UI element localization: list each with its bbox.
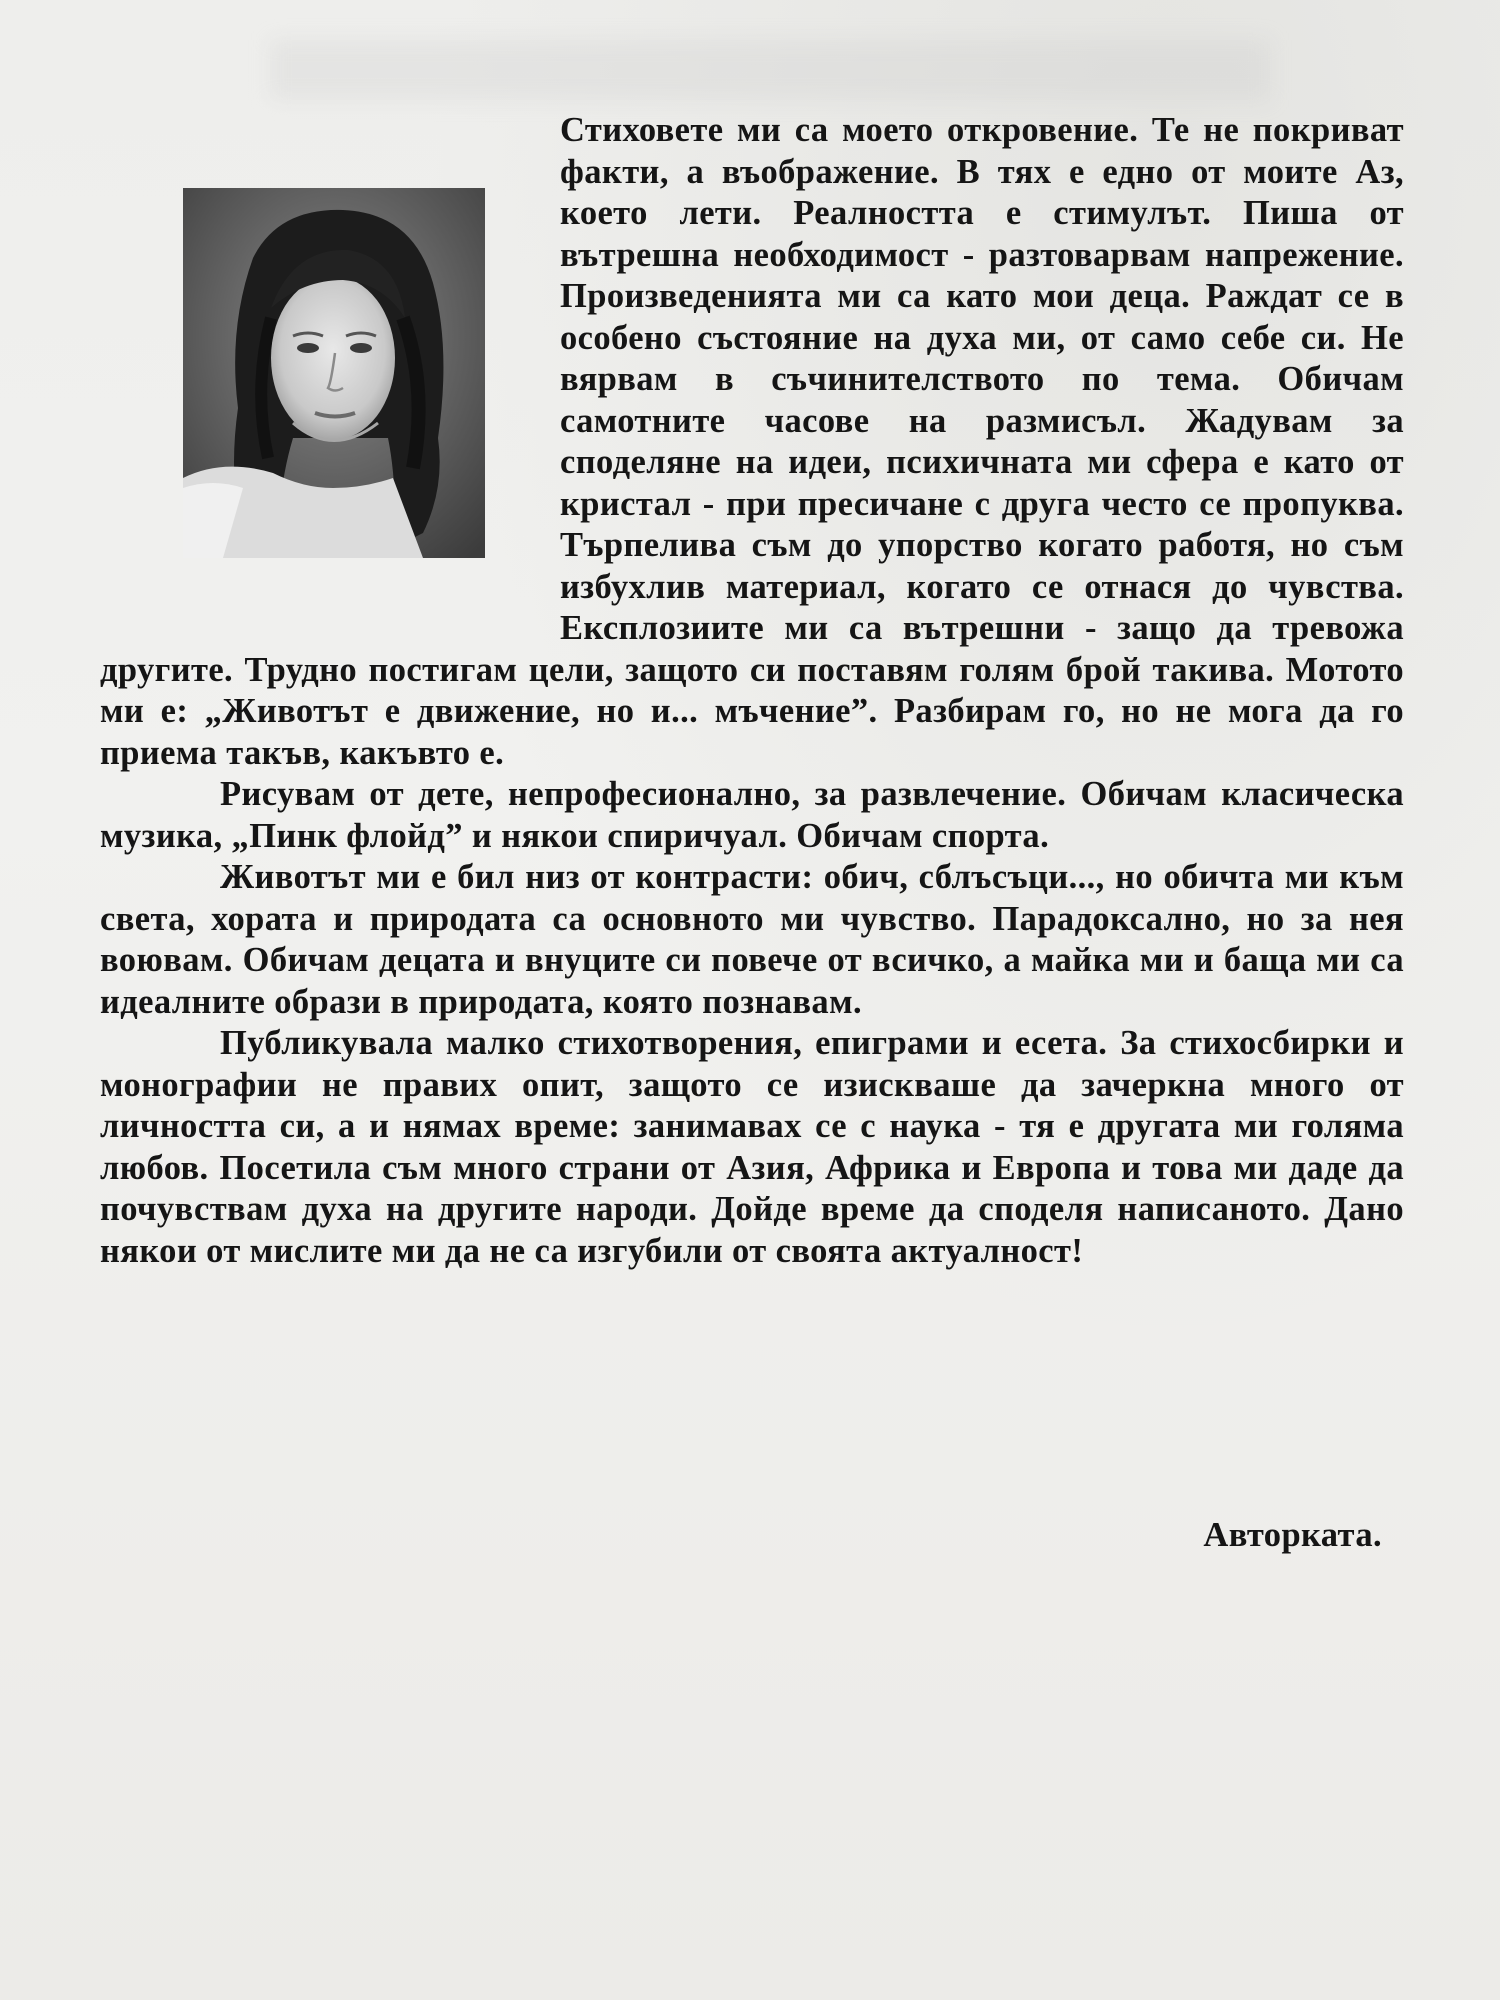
paragraph-1: Стиховете ми са моето откровение. Те не покриват факти, а въображение. В тях е едно от моите Аз, което лети. Реалността е стимулът. Пиша от вътрешна необходимост - разтоварвам напрежение. Произведенията ми са като мои деца. Раждат се в особено състояние на духа ми, от само себе си. Не вярвам в съчинителството по тема. Обичам самотните часове на размисъл. Жадувам за споделяне на идеи, психичната ми сфера е като от кристал - при пресичане с друга често се пропуква. Търпелива съм до упорство когато работя, но съм избухлив материал, когато се отнася до чувства. Експлозиите ми са вътрешни - защо да тревожа другите. Трудно постигам цели, защото си поставям голям брой такива. Мотото ми е: „Животът е движение, но и... мъчение”. Разбирам го, но не мога да го приема такъв, какъвто е. [100,111,1404,772]
bleed-through-text [270,40,1270,100]
paragraph-2: Рисувам от дете, непрофесионално, за развлечение. Обичам класическа музика, „Пинк флойд” и някои спиричуал. Обичам спорта. [100,775,1404,855]
portrait-spacer [100,110,560,610]
author-statement [100,110,1404,1272]
signature: Авторката. [1203,1516,1382,1554]
paragraph-4: Публикувала малко стихотворения, епиграми и есета. За стихосбирки и монографии не правих опит, защото се изискваше да зачеркна много от личността си, а и нямах време: занимавах се с наука - тя е другата ми голяма любов. Посетила съм много страни от Азия, Африка и Европа и това ми даде да почувствам духа на другите народи. Дойде време да споделя написаното. Дано някои от мислите ми да не са изгубили от своята актуалност! [100,1024,1404,1270]
paragraph-3: Животът ми е бил низ от контрасти: обич, сблъсъци..., но обичта ми към света, хората и природата са основното ми чувство. Парадоксално, но за нея воювам. Обичам децата и внуците си повече от всичко, а майка ми и баща ми са идеалните образи в природата, която познавам. [100,858,1404,1021]
